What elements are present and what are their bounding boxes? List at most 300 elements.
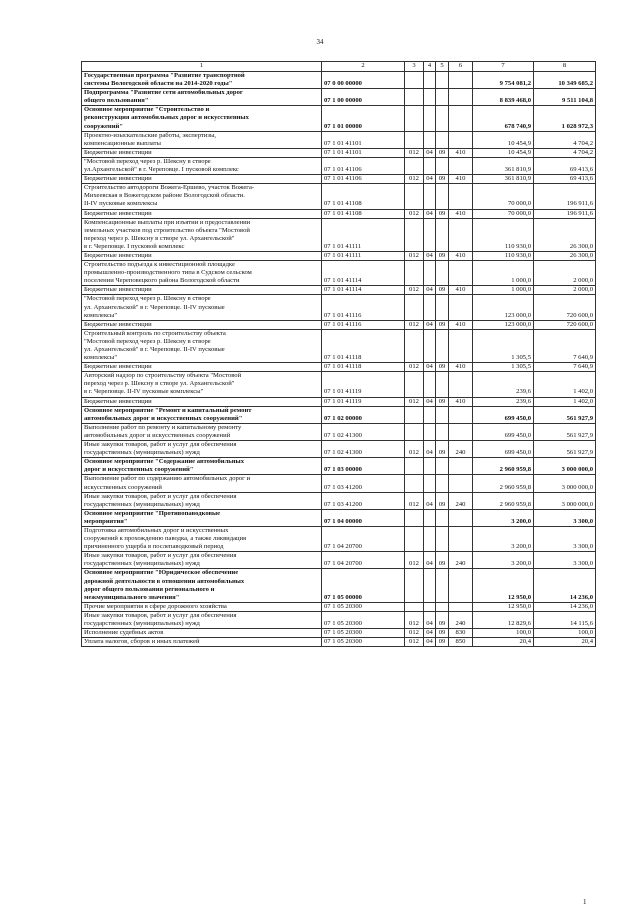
row-code-cell: 07 1 04 20700 bbox=[322, 526, 405, 551]
row-amount-2016-cell: 1 000,0 bbox=[473, 286, 534, 295]
header-cell: 2 bbox=[322, 62, 405, 72]
row-subsection-cell: 09 bbox=[436, 175, 449, 184]
row-section-cell bbox=[424, 372, 436, 397]
row-amount-2016-cell: 110 930,0 bbox=[473, 218, 534, 251]
row-section-cell: 04 bbox=[424, 629, 436, 638]
row-ministry-cell bbox=[405, 72, 424, 89]
row-section-cell bbox=[424, 458, 436, 475]
row-subsection-cell bbox=[436, 329, 449, 362]
row-name-cell: Основное мероприятие "Противопаводковые мероприятия" bbox=[82, 509, 322, 526]
row-section-cell bbox=[424, 526, 436, 551]
row-name-cell: Строительный контроль по строительству объекта "Мостовой переход через р. Шексну в створе ул. Архангельской" в г. Череповце. II-IV пусковые комплексы" bbox=[82, 329, 322, 362]
row-section-cell: 04 bbox=[424, 286, 436, 295]
page-number: 34 bbox=[316, 38, 324, 46]
row-amount-2016-cell: 3 200,0 bbox=[473, 509, 534, 526]
row-ministry-cell: 012 bbox=[405, 209, 424, 218]
row-amount-2016-cell: 10 454,9 bbox=[473, 131, 534, 148]
row-section-cell: 04 bbox=[424, 363, 436, 372]
row-section-cell bbox=[424, 475, 436, 492]
row-amount-2016-cell: 678 740,9 bbox=[473, 106, 534, 131]
table-row bbox=[82, 423, 596, 440]
row-expense-type-cell: 240 bbox=[449, 441, 473, 458]
row-subsection-cell: 09 bbox=[436, 209, 449, 218]
row-name-cell: Иные закупки товаров, работ и услуг для обеспечения государственных (муниципальных) нужд bbox=[82, 492, 322, 509]
row-ministry-cell bbox=[405, 509, 424, 526]
row-amount-2016-cell: 123 000,0 bbox=[473, 295, 534, 320]
row-subsection-cell: 09 bbox=[436, 629, 449, 638]
row-ministry-cell bbox=[405, 475, 424, 492]
table-row bbox=[82, 251, 596, 260]
row-ministry-cell: 012 bbox=[405, 629, 424, 638]
row-code-cell: 07 1 01 41108 bbox=[322, 209, 405, 218]
row-amount-2017-cell: 4 704,2 bbox=[534, 148, 596, 157]
row-code-cell: 07 1 01 41101 bbox=[322, 148, 405, 157]
row-expense-type-cell bbox=[449, 295, 473, 320]
row-ministry-cell: 012 bbox=[405, 441, 424, 458]
row-amount-2017-cell: 26 300,0 bbox=[534, 218, 596, 251]
row-code-cell: 07 1 05 20300 bbox=[322, 638, 405, 647]
table-row bbox=[82, 89, 596, 106]
row-section-cell: 04 bbox=[424, 441, 436, 458]
row-ministry-cell bbox=[405, 131, 424, 148]
row-ministry-cell bbox=[405, 406, 424, 423]
row-amount-2016-cell: 361 810,9 bbox=[473, 175, 534, 184]
row-amount-2017-cell: 14 236,0 bbox=[534, 602, 596, 611]
row-ministry-cell: 012 bbox=[405, 286, 424, 295]
row-expense-type-cell: 410 bbox=[449, 397, 473, 406]
row-subsection-cell bbox=[436, 423, 449, 440]
row-section-cell bbox=[424, 106, 436, 131]
header-cell: 7 bbox=[473, 62, 534, 72]
row-name-cell: Проектно-изыскательские работы, экспертизы, компенсационные выплаты bbox=[82, 131, 322, 148]
row-ministry-cell: 012 bbox=[405, 611, 424, 628]
row-expense-type-cell bbox=[449, 89, 473, 106]
row-code-cell: 07 1 02 41300 bbox=[322, 441, 405, 458]
row-amount-2016-cell: 70 000,0 bbox=[473, 184, 534, 209]
row-subsection-cell bbox=[436, 372, 449, 397]
table-row bbox=[82, 406, 596, 423]
row-expense-type-cell: 410 bbox=[449, 209, 473, 218]
row-section-cell bbox=[424, 509, 436, 526]
row-section-cell: 04 bbox=[424, 320, 436, 329]
row-code-cell: 07 1 05 20300 bbox=[322, 602, 405, 611]
row-amount-2017-cell: 3 300,0 bbox=[534, 509, 596, 526]
row-subsection-cell: 09 bbox=[436, 492, 449, 509]
row-amount-2017-cell: 69 413,6 bbox=[534, 175, 596, 184]
row-subsection-cell: 09 bbox=[436, 363, 449, 372]
row-name-cell: Выполнение работ по содержанию автомобильных дорог и искусственных сооружений bbox=[82, 475, 322, 492]
row-amount-2016-cell: 9 754 081,2 bbox=[473, 72, 534, 89]
row-section-cell bbox=[424, 261, 436, 286]
row-amount-2017-cell: 196 911,6 bbox=[534, 209, 596, 218]
row-code-cell: 07 1 03 41200 bbox=[322, 492, 405, 509]
row-code-cell: 07 1 00 00000 bbox=[322, 89, 405, 106]
row-amount-2017-cell: 1 402,0 bbox=[534, 372, 596, 397]
row-expense-type-cell: 410 bbox=[449, 286, 473, 295]
row-expense-type-cell bbox=[449, 569, 473, 602]
row-amount-2017-cell: 561 927,9 bbox=[534, 406, 596, 423]
row-ministry-cell bbox=[405, 329, 424, 362]
row-amount-2016-cell: 70 000,0 bbox=[473, 209, 534, 218]
row-subsection-cell bbox=[436, 157, 449, 174]
row-subsection-cell: 09 bbox=[436, 638, 449, 647]
row-subsection-cell: 09 bbox=[436, 552, 449, 569]
table-row bbox=[82, 509, 596, 526]
row-subsection-cell: 09 bbox=[436, 611, 449, 628]
row-code-cell: 07 1 01 41116 bbox=[322, 295, 405, 320]
row-code-cell: 07 1 02 41300 bbox=[322, 423, 405, 440]
row-name-cell: Иные закупки товаров, работ и услуг для обеспечения государственных (муниципальных) нужд bbox=[82, 552, 322, 569]
row-subsection-cell bbox=[436, 526, 449, 551]
header-cell: 4 bbox=[424, 62, 436, 72]
row-section-cell bbox=[424, 329, 436, 362]
row-section-cell bbox=[424, 131, 436, 148]
table-row bbox=[82, 638, 596, 647]
row-name-cell: Строительство автодороги Вожега-Ершево, участок Вожега- Михеевская в Вожегодском районе Вологодской области. II-IV пусковые комплексы bbox=[82, 184, 322, 209]
row-amount-2017-cell: 720 600,0 bbox=[534, 295, 596, 320]
header-cell: 8 bbox=[534, 62, 596, 72]
row-expense-type-cell: 240 bbox=[449, 492, 473, 509]
row-section-cell: 04 bbox=[424, 552, 436, 569]
row-amount-2016-cell: 1 000,0 bbox=[473, 261, 534, 286]
row-name-cell: Подготовка автомобильных дорог и искусственных сооружений к прохождению паводка, а также ликвидация причиненного ущерба в послепаводковый период bbox=[82, 526, 322, 551]
row-name-cell: Основное мероприятие "Ремонт и капитальный ремонт автомобильных дорог и искусственных сооружений" bbox=[82, 406, 322, 423]
row-expense-type-cell: 830 bbox=[449, 629, 473, 638]
row-amount-2017-cell: 561 927,9 bbox=[534, 423, 596, 440]
row-amount-2017-cell: 720 600,0 bbox=[534, 320, 596, 329]
row-name-cell: Основное мероприятие "Содержание автомобильных дорог и искусственных сооружений" bbox=[82, 458, 322, 475]
row-expense-type-cell bbox=[449, 261, 473, 286]
row-expense-type-cell: 410 bbox=[449, 175, 473, 184]
row-subsection-cell bbox=[436, 602, 449, 611]
row-expense-type-cell bbox=[449, 602, 473, 611]
row-expense-type-cell bbox=[449, 329, 473, 362]
row-code-cell: 07 1 05 20300 bbox=[322, 629, 405, 638]
row-amount-2016-cell: 12 950,0 bbox=[473, 569, 534, 602]
table-row bbox=[82, 106, 596, 131]
row-expense-type-cell bbox=[449, 509, 473, 526]
row-name-cell: Иные закупки товаров, работ и услуг для обеспечения государственных (муниципальных) нужд bbox=[82, 441, 322, 458]
row-amount-2016-cell: 3 200,0 bbox=[473, 552, 534, 569]
row-amount-2016-cell: 239,6 bbox=[473, 397, 534, 406]
row-ministry-cell bbox=[405, 157, 424, 174]
table-row bbox=[82, 157, 596, 174]
row-amount-2016-cell: 2 960 959,8 bbox=[473, 492, 534, 509]
row-amount-2016-cell: 10 454,9 bbox=[473, 148, 534, 157]
row-ministry-cell: 012 bbox=[405, 492, 424, 509]
row-code-cell: 07 1 01 41114 bbox=[322, 286, 405, 295]
row-amount-2017-cell: 7 640,9 bbox=[534, 329, 596, 362]
row-name-cell: Бюджетные инвестиции bbox=[82, 320, 322, 329]
row-expense-type-cell: 240 bbox=[449, 552, 473, 569]
row-ministry-cell bbox=[405, 458, 424, 475]
row-name-cell: Бюджетные инвестиции bbox=[82, 251, 322, 260]
row-amount-2016-cell: 2 960 959,8 bbox=[473, 458, 534, 475]
table-row bbox=[82, 286, 596, 295]
header-cell: 1 bbox=[82, 62, 322, 72]
row-code-cell: 07 1 04 20700 bbox=[322, 552, 405, 569]
row-name-cell: Подпрограмма "Развитие сети автомобильных дорог общего пользования" bbox=[82, 89, 322, 106]
row-subsection-cell: 09 bbox=[436, 251, 449, 260]
row-expense-type-cell bbox=[449, 458, 473, 475]
row-ministry-cell: 012 bbox=[405, 148, 424, 157]
row-code-cell: 07 1 01 41101 bbox=[322, 131, 405, 148]
row-name-cell: Выполнение работ по ремонту и капитальному ремонту автомобильных дорог и искусственных сооружений bbox=[82, 423, 322, 440]
table-row bbox=[82, 72, 596, 89]
row-ministry-cell bbox=[405, 569, 424, 602]
table-row bbox=[82, 209, 596, 218]
row-amount-2016-cell: 12 950,0 bbox=[473, 602, 534, 611]
row-ministry-cell: 012 bbox=[405, 320, 424, 329]
row-code-cell: 07 1 01 41118 bbox=[322, 329, 405, 362]
row-amount-2016-cell: 3 200,0 bbox=[473, 526, 534, 551]
row-section-cell bbox=[424, 295, 436, 320]
row-section-cell: 04 bbox=[424, 611, 436, 628]
row-subsection-cell bbox=[436, 569, 449, 602]
row-section-cell: 04 bbox=[424, 251, 436, 260]
row-name-cell: Государственная программа "Развитие транспортной системы Вологодской области на 2014-2020 годы" bbox=[82, 72, 322, 89]
row-amount-2017-cell: 14 236,0 bbox=[534, 569, 596, 602]
row-ministry-cell: 012 bbox=[405, 251, 424, 260]
row-name-cell: Иные закупки товаров, работ и услуг для обеспечения государственных (муниципальных) нужд bbox=[82, 611, 322, 628]
table-row bbox=[82, 148, 596, 157]
row-name-cell: "Мостовой переход через р. Шексну в створе ул. Архангельской" в г. Череповце. II-IV пусковые комплексы" bbox=[82, 295, 322, 320]
row-name-cell: Строительство подъезда к инвестиционной площадке промышленно-производственного типа в Судском сельском поселении Череповецкого района Вологодской области bbox=[82, 261, 322, 286]
row-code-cell: 07 1 01 41116 bbox=[322, 320, 405, 329]
table-row bbox=[82, 492, 596, 509]
row-amount-2017-cell: 196 911,6 bbox=[534, 184, 596, 209]
row-ministry-cell bbox=[405, 184, 424, 209]
table-row bbox=[82, 175, 596, 184]
row-expense-type-cell bbox=[449, 406, 473, 423]
row-subsection-cell bbox=[436, 458, 449, 475]
row-section-cell bbox=[424, 72, 436, 89]
row-amount-2016-cell: 110 930,0 bbox=[473, 251, 534, 260]
row-code-cell: 07 1 01 41119 bbox=[322, 397, 405, 406]
row-ministry-cell bbox=[405, 89, 424, 106]
row-subsection-cell bbox=[436, 261, 449, 286]
row-code-cell: 07 1 01 41111 bbox=[322, 251, 405, 260]
row-code-cell: 07 1 01 41114 bbox=[322, 261, 405, 286]
row-ministry-cell: 012 bbox=[405, 363, 424, 372]
table-row bbox=[82, 629, 596, 638]
row-section-cell: 04 bbox=[424, 638, 436, 647]
row-subsection-cell bbox=[436, 106, 449, 131]
row-code-cell: 07 1 04 00000 bbox=[322, 509, 405, 526]
row-amount-2017-cell: 2 000,0 bbox=[534, 286, 596, 295]
table-row bbox=[82, 329, 596, 362]
row-amount-2016-cell: 12 829,6 bbox=[473, 611, 534, 628]
row-amount-2016-cell: 20,4 bbox=[473, 638, 534, 647]
row-amount-2016-cell: 1 305,5 bbox=[473, 329, 534, 362]
row-name-cell: Бюджетные инвестиции bbox=[82, 209, 322, 218]
table-row bbox=[82, 475, 596, 492]
row-section-cell bbox=[424, 423, 436, 440]
table-row bbox=[82, 441, 596, 458]
row-subsection-cell bbox=[436, 509, 449, 526]
row-section-cell: 04 bbox=[424, 492, 436, 509]
row-amount-2017-cell: 4 704,2 bbox=[534, 131, 596, 148]
row-expense-type-cell bbox=[449, 218, 473, 251]
row-expense-type-cell bbox=[449, 106, 473, 131]
table-row bbox=[82, 261, 596, 286]
row-name-cell: Компенсационные выплаты при изъятии и предоставлении земельных участков под строительство объекта "Мостовой переход через р. Шексну в створе ул. Архангельской" в г. Череповце. I пусковой комплекс bbox=[82, 218, 322, 251]
row-code-cell: 07 1 03 00000 bbox=[322, 458, 405, 475]
row-name-cell: Прочие мероприятия в сфере дорожного хозяйства bbox=[82, 602, 322, 611]
row-subsection-cell bbox=[436, 295, 449, 320]
row-subsection-cell bbox=[436, 475, 449, 492]
header-cell: 3 bbox=[405, 62, 424, 72]
row-code-cell: 07 1 01 41111 bbox=[322, 218, 405, 251]
row-amount-2016-cell: 239,6 bbox=[473, 372, 534, 397]
row-name-cell: Бюджетные инвестиции bbox=[82, 175, 322, 184]
row-amount-2017-cell: 561 927,9 bbox=[534, 441, 596, 458]
row-section-cell bbox=[424, 89, 436, 106]
row-name-cell: "Мостовой переход через р. Шексну в створе ул.Архангельской" в г. Череповце. I пусковой комплекс bbox=[82, 157, 322, 174]
row-name-cell: Бюджетные инвестиции bbox=[82, 286, 322, 295]
table-row bbox=[82, 363, 596, 372]
row-code-cell: 07 1 01 41106 bbox=[322, 157, 405, 174]
row-amount-2017-cell: 1 028 972,3 bbox=[534, 106, 596, 131]
row-name-cell: Бюджетные инвестиции bbox=[82, 363, 322, 372]
row-code-cell: 07 1 05 20300 bbox=[322, 611, 405, 628]
row-amount-2016-cell: 699 450,0 bbox=[473, 423, 534, 440]
row-ministry-cell: 012 bbox=[405, 552, 424, 569]
row-code-cell: 07 1 01 41108 bbox=[322, 184, 405, 209]
row-ministry-cell: 012 bbox=[405, 638, 424, 647]
row-amount-2017-cell: 2 000,0 bbox=[534, 261, 596, 286]
row-expense-type-cell bbox=[449, 423, 473, 440]
table-row bbox=[82, 184, 596, 209]
row-amount-2017-cell: 3 000 000,0 bbox=[534, 492, 596, 509]
row-name-cell: Основное мероприятие "Юридическое обеспечение дорожной деятельности в отношении автомобильных дорог общего пользования регионального и межмуниципального значения" bbox=[82, 569, 322, 602]
row-amount-2016-cell: 699 450,0 bbox=[473, 441, 534, 458]
row-name-cell: Бюджетные инвестиции bbox=[82, 397, 322, 406]
table-row bbox=[82, 131, 596, 148]
row-expense-type-cell: 410 bbox=[449, 320, 473, 329]
row-subsection-cell: 09 bbox=[436, 148, 449, 157]
row-expense-type-cell bbox=[449, 131, 473, 148]
row-section-cell bbox=[424, 602, 436, 611]
header-row bbox=[82, 62, 596, 72]
row-expense-type-cell bbox=[449, 184, 473, 209]
table-row bbox=[82, 218, 596, 251]
table-row bbox=[82, 372, 596, 397]
row-ministry-cell: 012 bbox=[405, 175, 424, 184]
row-expense-type-cell: 850 bbox=[449, 638, 473, 647]
row-amount-2016-cell: 699 450,0 bbox=[473, 406, 534, 423]
row-amount-2017-cell: 26 300,0 bbox=[534, 251, 596, 260]
row-expense-type-cell: 410 bbox=[449, 363, 473, 372]
row-section-cell: 04 bbox=[424, 175, 436, 184]
row-name-cell: Бюджетные инвестиции bbox=[82, 148, 322, 157]
row-ministry-cell bbox=[405, 261, 424, 286]
row-section-cell: 04 bbox=[424, 209, 436, 218]
row-ministry-cell bbox=[405, 423, 424, 440]
row-ministry-cell bbox=[405, 106, 424, 131]
row-ministry-cell bbox=[405, 372, 424, 397]
row-amount-2017-cell: 3 300,0 bbox=[534, 526, 596, 551]
row-code-cell: 07 1 01 00000 bbox=[322, 106, 405, 131]
row-ministry-cell bbox=[405, 218, 424, 251]
table-row bbox=[82, 611, 596, 628]
row-code-cell: 07 1 01 41106 bbox=[322, 175, 405, 184]
row-expense-type-cell bbox=[449, 72, 473, 89]
table-row bbox=[82, 569, 596, 602]
row-name-cell: Исполнение судебных актов bbox=[82, 629, 322, 638]
table-row bbox=[82, 320, 596, 329]
row-amount-2017-cell: 3 000 000,0 bbox=[534, 458, 596, 475]
row-subsection-cell bbox=[436, 406, 449, 423]
row-ministry-cell bbox=[405, 295, 424, 320]
row-code-cell: 07 1 01 41118 bbox=[322, 363, 405, 372]
row-ministry-cell bbox=[405, 602, 424, 611]
row-section-cell bbox=[424, 184, 436, 209]
row-code-cell: 07 1 02 00000 bbox=[322, 406, 405, 423]
row-expense-type-cell: 410 bbox=[449, 251, 473, 260]
row-amount-2016-cell: 100,0 bbox=[473, 629, 534, 638]
page-footer-mark: 1 bbox=[583, 898, 587, 906]
row-amount-2016-cell: 361 810,9 bbox=[473, 157, 534, 174]
row-expense-type-cell bbox=[449, 475, 473, 492]
table-row bbox=[82, 397, 596, 406]
row-amount-2016-cell: 2 960 959,8 bbox=[473, 475, 534, 492]
row-section-cell: 04 bbox=[424, 397, 436, 406]
row-section-cell bbox=[424, 569, 436, 602]
row-amount-2017-cell: 1 402,0 bbox=[534, 397, 596, 406]
row-subsection-cell: 09 bbox=[436, 320, 449, 329]
budget-table bbox=[81, 61, 596, 647]
row-code-cell: 07 1 05 00000 bbox=[322, 569, 405, 602]
row-name-cell: Основное мероприятие "Строительство и реконструкция автомобильных дорог и искусственных сооружений" bbox=[82, 106, 322, 131]
row-amount-2016-cell: 123 000,0 bbox=[473, 320, 534, 329]
header-cell: 6 bbox=[449, 62, 473, 72]
row-name-cell: Уплата налогов, сборов и иных платежей bbox=[82, 638, 322, 647]
row-expense-type-cell bbox=[449, 372, 473, 397]
row-subsection-cell bbox=[436, 89, 449, 106]
table-body bbox=[82, 62, 596, 647]
row-section-cell bbox=[424, 406, 436, 423]
row-code-cell: 07 0 00 00000 bbox=[322, 72, 405, 89]
table-row bbox=[82, 295, 596, 320]
row-section-cell bbox=[424, 157, 436, 174]
row-name-cell: Авторский надзор по строительству объекта "Мостовой переход через р. Шексну в створе ул. Архангельской" в г. Череповце. II-IV пусковые комплексы" bbox=[82, 372, 322, 397]
row-amount-2016-cell: 8 839 468,0 bbox=[473, 89, 534, 106]
row-amount-2017-cell: 3 000 000,0 bbox=[534, 475, 596, 492]
table-row bbox=[82, 458, 596, 475]
row-amount-2017-cell: 20,4 bbox=[534, 638, 596, 647]
table-row bbox=[82, 602, 596, 611]
row-code-cell: 07 1 03 41200 bbox=[322, 475, 405, 492]
row-subsection-cell bbox=[436, 218, 449, 251]
row-subsection-cell: 09 bbox=[436, 441, 449, 458]
row-subsection-cell bbox=[436, 131, 449, 148]
row-amount-2017-cell: 7 640,9 bbox=[534, 363, 596, 372]
row-ministry-cell: 012 bbox=[405, 397, 424, 406]
row-expense-type-cell: 410 bbox=[449, 148, 473, 157]
row-amount-2017-cell: 3 300,0 bbox=[534, 552, 596, 569]
row-code-cell: 07 1 01 41119 bbox=[322, 372, 405, 397]
row-subsection-cell: 09 bbox=[436, 397, 449, 406]
row-amount-2016-cell: 1 305,5 bbox=[473, 363, 534, 372]
row-amount-2017-cell: 10 349 685,2 bbox=[534, 72, 596, 89]
row-subsection-cell bbox=[436, 72, 449, 89]
row-section-cell bbox=[424, 218, 436, 251]
row-ministry-cell bbox=[405, 526, 424, 551]
row-subsection-cell bbox=[436, 184, 449, 209]
row-expense-type-cell bbox=[449, 157, 473, 174]
row-amount-2017-cell: 9 511 104,8 bbox=[534, 89, 596, 106]
